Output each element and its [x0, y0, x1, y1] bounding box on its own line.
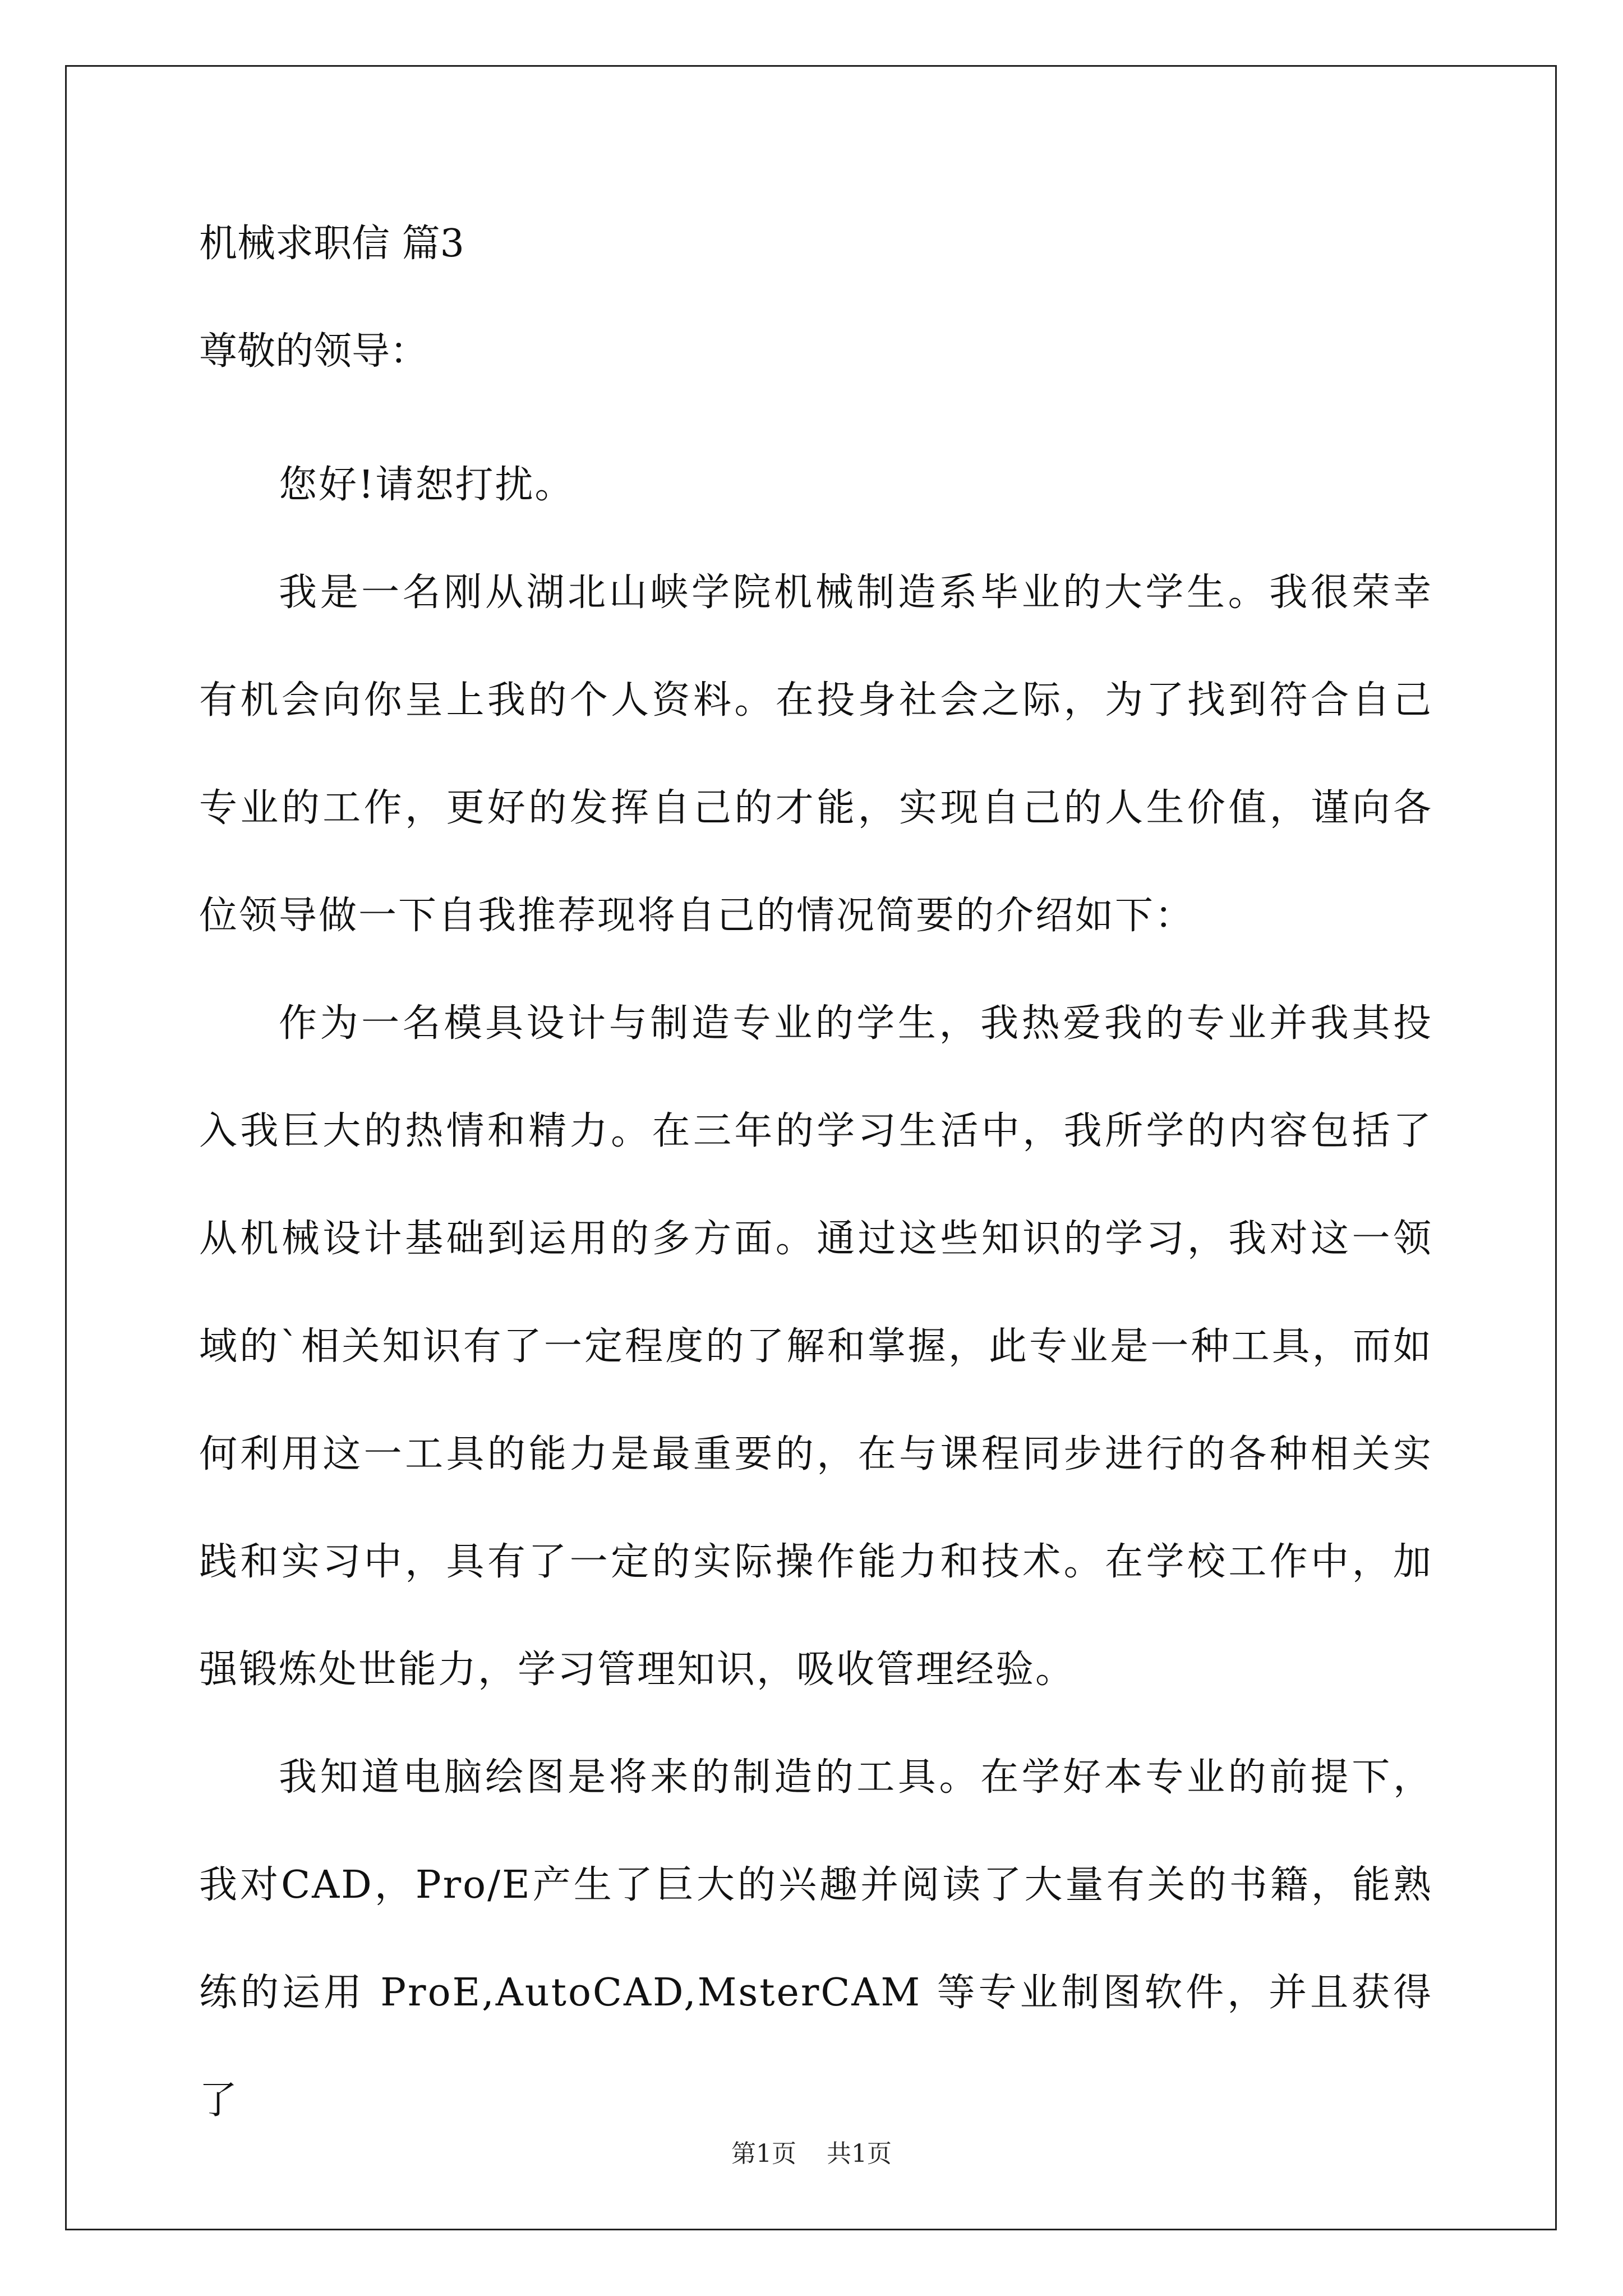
- paragraph-introduction: 我是一名刚从湖北山峡学院机械制造系毕业的大学生。我很荣幸有机会向你呈上我的个人资料。在投身社会之际，为了找到符合自己专业的工作，更好的发挥自己的才能，实现自己的人生价值，谨向各位领导做一下自我推荐现将自己的情况简要的介绍如下：: [199, 570, 1433, 938]
- page-footer: [0, 2137, 1623, 2171]
- page-number: 第1页: [731, 2139, 796, 2168]
- paragraph-major: 作为一名模具设计与制造专业的学生，我热爱我的专业并我其投入我巨大的热情和精力。在三年的学习生活中，我所学的内容包括了从机械设计基础到运用的多方面。通过这些知识的学习，我对这一领域的`相关知识有了一定程度的了解和掌握，此专业是一种工具，而如何利用这一工具的能力是最重要的，在与课程同步进行的各种相关实践和实习中，具有了一定的实际操作能力和技术。在学校工作中，加强锻炼处世能力，学习管理知识，吸收管理经验。: [199, 1001, 1433, 1692]
- letter-body: [199, 216, 1433, 2155]
- page-total: 共1页: [827, 2139, 892, 2168]
- paragraph-greeting: 您好!请恕打扰。: [279, 463, 575, 507]
- salutation: 尊敬的领导：: [199, 329, 428, 374]
- letter-heading: 机械求职信 篇3: [199, 222, 464, 266]
- paragraph-cad-skills: 我知道电脑绘图是将来的制造的工具。在学好本专业的前提下，我对CAD，Pro/E产生了巨大的兴趣并阅读了大量有关的书籍，能熟练的运用 ProE,AutoCAD,MsterCAM 等专业制图软件，并且获得了: [199, 1755, 1433, 2123]
